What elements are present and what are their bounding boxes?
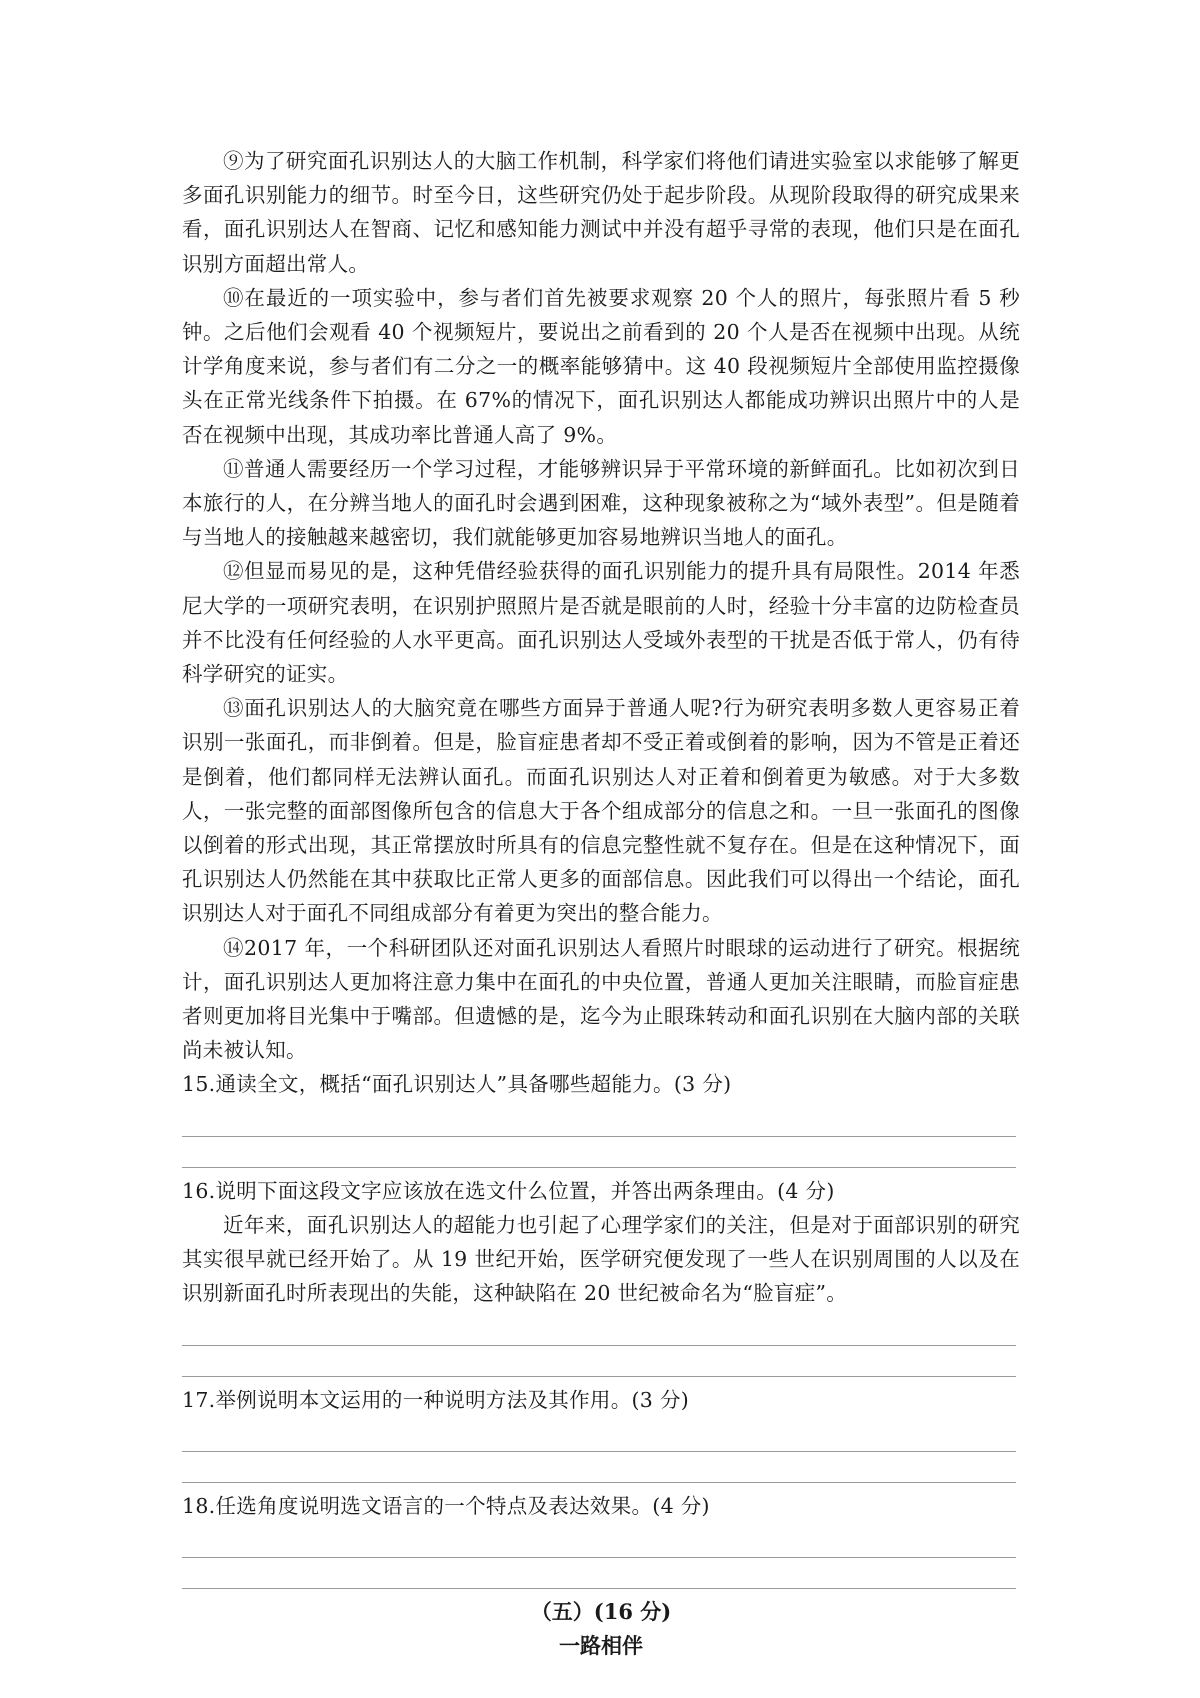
article-title: 一路相伴 [559, 1632, 643, 1658]
paragraph-14: ⑭2017 年，一个科研团队还对面孔识别达人看照片时眼球的运动进行了研究。根据统计，面孔识别达人更加将注意力集中在面孔的中央位置，普通人更加关注眼睛，而脸盲症患者则更加将目光集中于嘴部。但遗憾的是，迄今为止眼珠转动和面孔识别在大脑内部的关联尚未被认知。 [182, 935, 1020, 1063]
answer-area-15[interactable] [182, 1106, 1020, 1168]
answer-line[interactable] [182, 1315, 1016, 1346]
question-18: 18.任选角度说明选文语言的一个特点及表达效果。(4 分) [182, 1493, 710, 1518]
answer-area-16[interactable] [182, 1315, 1020, 1377]
answer-line[interactable] [182, 1106, 1016, 1137]
question-16-passage: 近年来，面孔识别达人的超能力也引起了心理学家们的关注，但是对于面部识别的研究其实很早就已经开始了。从 19 世纪开始，医学研究便发现了一些人在识别周围的人以及在识别新面孔时所表现出的失能，这种缺陷在 20 世纪被命名为“脸盲症”。 [182, 1212, 1020, 1306]
section-heading: （五）(16 分) [530, 1598, 672, 1624]
answer-line[interactable] [182, 1452, 1016, 1483]
page-content [182, 144, 1020, 1663]
paragraph-9: ⑨为了研究面孔识别达人的大脑工作机制，科学家们将他们请进实验室以求能够了解更多面孔识别能力的细节。时至今日，这些研究仍处于起步阶段。从现阶段取得的研究成果来看，面孔识别达人在智商、记忆和感知能力测试中并没有超乎寻常的表现，他们只是在面孔识别方面超出常人。 [182, 149, 1020, 276]
answer-line[interactable] [182, 1137, 1016, 1168]
question-16: 16.说明下面这段文字应该放在选文什么位置，并答出两条理由。(4 分) [182, 1178, 835, 1203]
paragraph-12: ⑫但显而易见的是，这种凭借经验获得的面孔识别能力的提升具有局限性。2014 年悉尼大学的一项研究表明，在识别护照照片是否就是眼前的人时，经验十分丰富的边防检查员并不比没有任何经验的人水平更高。面孔识别达人受域外表型的干扰是否低于常人，仍有待科学研究的证实。 [182, 559, 1020, 687]
answer-line[interactable] [182, 1558, 1016, 1589]
paragraph-10: ⑩在最近的一项实验中，参与者们首先被要求观察 20 个人的照片，每张照片看 5 秒钟。之后他们会观看 40 个视频短片，要说出之前看到的 20 个人是否在视频中出现。从统计学角度来说，参与者们有二分之一的概率能够猜中。这 40 段视频短片全部使用监控摄像头在正常光线条件下拍摄。在 67%的情况下，面孔识别达人都能成功辨识出照片中的人是否在视频中出现，其成功率比普通人高了 9%。 [182, 285, 1020, 447]
answer-line[interactable] [182, 1527, 1016, 1558]
answer-line[interactable] [182, 1421, 1016, 1452]
question-15: 15.通读全文，概括“面孔识别达人”具备哪些超能力。(3 分) [182, 1072, 732, 1097]
answer-area-18[interactable] [182, 1527, 1020, 1589]
paragraph-13: ⑬面孔识别达人的大脑究竟在哪些方面异于普通人呢?行为研究表明多数人更容易正着识别一张面孔，而非倒着。但是，脸盲症患者却不受正着或倒着的影响，因为不管是正着还是倒着，他们都同样无法辨认面孔。而面孔识别达人对正着和倒着更为敏感。对于大多数人，一张完整的面部图像所包含的信息大于各个组成部分的信息之和。一旦一张面孔的图像以倒着的形式出现，其正常摆放时所具有的信息完整性就不复存在。但是在这种情况下，面孔识别达人仍然能在其中获取比正常人更多的面部信息。因此我们可以得出一个结论，面孔识别达人对于面孔不同组成部分有着更为突出的整合能力。 [182, 696, 1020, 926]
question-17: 17.举例说明本文运用的一种说明方法及其作用。(3 分) [182, 1387, 690, 1412]
paragraph-11: ⑪普通人需要经历一个学习过程，才能够辨识异于平常环境的新鲜面孔。比如初次到日本旅行的人，在分辨当地人的面孔时会遇到困难，这种现象被称之为“域外表型”。但是随着与当地人的接触越来越密切，我们就能够更加容易地辨识当地人的面孔。 [182, 456, 1020, 550]
answer-area-17[interactable] [182, 1421, 1020, 1483]
answer-line[interactable] [182, 1346, 1016, 1377]
